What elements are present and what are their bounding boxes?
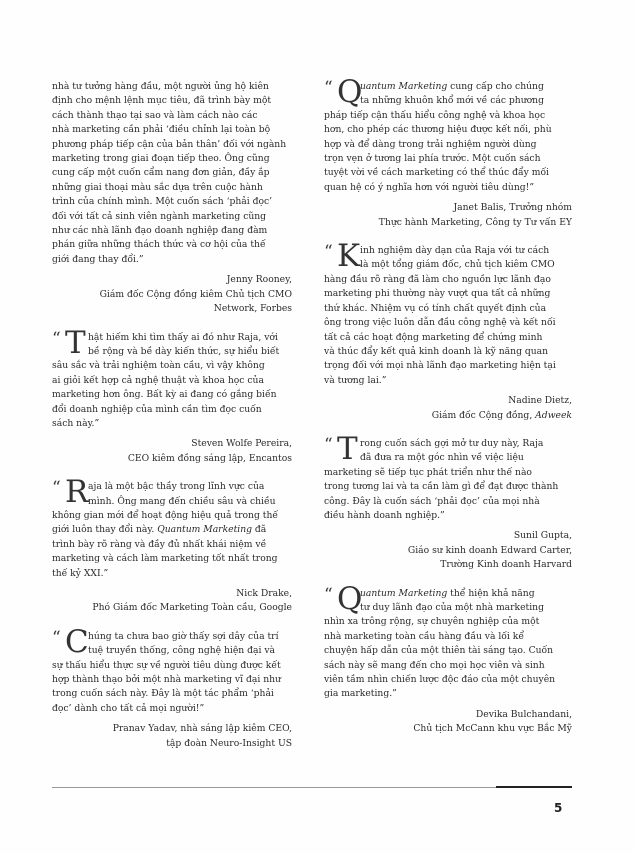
text-line: húng ta chưa bao giờ thấy sợi dây của trí (88, 630, 279, 642)
text-line: cung cấp một cuốn cẩm nang đơn giản, đầy ắp (52, 167, 270, 179)
drop-cap: K (337, 238, 361, 275)
text-line: những giai thoại màu sắc dựa trên cuộc hành (52, 181, 263, 193)
text-line: nhà marketing toàn cầu hàng đầu và lối kể (324, 630, 525, 642)
text-line: quan hệ có ý nghĩa hơn với người tiêu dùng!” (324, 181, 535, 193)
quote-mark: “ (324, 78, 333, 98)
text-line: như các nhà lãnh đạo doanh nghiệp đang đàm (52, 225, 268, 237)
attribution (324, 708, 572, 737)
text-line: sự thấu hiểu thực sự về người tiêu dùng được kết (52, 659, 281, 671)
attribution-name: Janet Balis, Trưởng nhóm (453, 202, 572, 214)
text-line: sách này.” (52, 417, 100, 429)
text-line: trình bày rõ ràng và đầy đủ nhất khái niệm về (52, 538, 267, 550)
text-line: mình. Ông mang đến chiều sâu và chiều (88, 495, 276, 507)
left-column (52, 80, 292, 765)
text-line (52, 523, 292, 537)
text-line: định cho mệnh lệnh mục tiêu, đã trình bày một (52, 95, 272, 107)
text-line: thế kỷ XXI.” (52, 567, 109, 579)
text-line: không gian mới để hoạt động hiệu quả trong thế (52, 509, 279, 521)
text-line: hơn, cho phép các thương hiệu được kết nối, phù (324, 124, 552, 136)
text-line: gia marketing.” (324, 688, 397, 700)
text-line: nhà tư tưởng hàng đầu, một người ủng hộ kiên (52, 81, 269, 92)
attribution-role: Phó Giám đốc Marketing Toàn cầu, Google (92, 602, 292, 614)
text-line: trình của chính mình. Một cuốn sách ‘phải đọc’ (52, 196, 273, 208)
attribution-name: Sunil Gupta, (513, 530, 572, 542)
text-line: ông trong việc luôn dẫn đầu công nghệ và kết nối (324, 317, 556, 329)
text-fragment: Giám đốc Cộng đồng, (431, 409, 536, 421)
quote-text (52, 328, 292, 432)
text-line: là một tổng giám đốc, chủ tịch kiêm CMO (360, 259, 555, 271)
drop-cap: T (65, 324, 86, 361)
text-line: đổi doanh nghiệp của mình cần tìm đọc cuốn (52, 403, 262, 415)
attribution-role: Trường Kinh doanh Harvard (440, 559, 572, 571)
attribution-name: Pranav Yadav, nhà sáng lập kiêm CEO, (112, 723, 292, 735)
attribution-role: Thực hành Marketing, Công ty Tư vấn EY (378, 216, 572, 228)
text-line: phương pháp tiếp cận của bản thân’ đối với ngành (52, 138, 287, 150)
book-title: uantum Marketing (360, 81, 448, 92)
book-title: uantum Marketing (360, 587, 448, 599)
text-line: công. Đây là cuốn sách ‘phải đọc’ của mọi nhà (324, 495, 540, 507)
text-line: ai giỏi kết hợp cả nghệ thuật và khoa học của (52, 374, 264, 386)
attribution-role: Giáo sư kinh doanh Edward Carter, (407, 544, 572, 556)
text-line: pháp tiếp cận thấu hiểu công nghệ và khoa học (324, 109, 546, 121)
text-line: viên tầm nhìn chiến lược độc đáo của một chuyên (324, 674, 556, 686)
attribution-role: Chủ tịch McCann khu vực Bắc Mỹ (413, 723, 572, 735)
text-line: đã đưa ra một góc nhìn về việc liệu (360, 452, 524, 464)
text-fragment: giới luôn thay đổi này. (52, 524, 158, 536)
attribution-role: tập đoàn Neuro-Insight US (166, 737, 292, 749)
text-line: điều hành doanh nghiệp.” (324, 509, 445, 521)
text-line: tư duy lãnh đạo của một nhà marketing (360, 602, 544, 613)
text-line: tất cả các hoạt động marketing để chứng minh (324, 331, 543, 343)
text-fragment: đã (252, 524, 267, 536)
text-line: marketing trong giai đoạn tiếp theo. Ông cũng (52, 153, 270, 165)
text-line: tuyệt vời về cách marketing có thể thúc đẩy mối (324, 167, 549, 179)
text-line: chuyện hấp dẫn của một thiên tài sáng tạo. Cuốn (324, 645, 554, 657)
attribution (324, 529, 572, 572)
attribution-name: Jenny Rooney, (226, 274, 292, 286)
attribution-name: Nick Drake, (236, 588, 292, 599)
testimonial-quote (324, 238, 572, 388)
text-line: inh nghiệm dày dạn của Raja với tư cách (360, 245, 550, 257)
text-line: marketing và cách làm marketing tốt nhất trong (52, 553, 278, 565)
text-line: giới đang thay đổi.” (52, 253, 144, 265)
text-line: và tương lai.” (324, 374, 387, 386)
attribution-role: Network, Forbes (213, 303, 292, 315)
text-line: hợp thành thạo bởi một nhà marketing vĩ đại như (52, 674, 281, 686)
text-line: marketing hơn ông. Bất kỳ ai đang có gắng biến (52, 389, 277, 401)
drop-cap: Q (337, 74, 363, 110)
right-column (324, 74, 572, 751)
attribution (52, 722, 292, 751)
attribution-role (324, 409, 572, 423)
text-line: rong cuốn sách gợi mở tư duy này, Raja (360, 437, 544, 449)
quote-text (324, 244, 572, 388)
text-line: trong tương lai và ta cần làm gì để đạt được thành (324, 481, 559, 493)
text-line: nhà marketing cần phải ‘điều chỉnh lại toàn bộ (52, 124, 271, 136)
drop-cap: T (337, 430, 358, 467)
text-line: aja là một bậc thầy trong lĩnh vực của (88, 481, 265, 493)
testimonial-quote (52, 324, 292, 432)
testimonial-quote (52, 623, 292, 716)
text-line: cách thành thạo tại sao và làm cách nào các (52, 109, 258, 121)
text-line: sâu sắc và trải nghiệm toàn cầu, vì vậy không (52, 360, 265, 372)
attribution (324, 394, 572, 423)
attribution (52, 273, 292, 316)
drop-cap: C (65, 623, 89, 660)
attribution (52, 587, 292, 616)
text-line: trong cuốn sách này. Đây là một tác phẩm ‘phải (52, 688, 274, 700)
quote-text (324, 434, 572, 523)
text-line: tuệ truyền thống, công nghệ hiện đại và (88, 645, 276, 657)
quote-mark: “ (324, 584, 333, 605)
book-title: Quantum Marketing (157, 524, 252, 536)
text-line: trọng đối với mọi nhà lãnh đạo marketing hiện tại (324, 360, 556, 372)
attribution-role: Giám đốc Cộng đồng kiêm Chủ tịch CMO (99, 288, 292, 300)
quote-mark: “ (52, 627, 61, 648)
testimonial-quote (324, 74, 572, 195)
text-line: đối với tất cả sinh viên ngành marketing cũng (52, 210, 267, 222)
text-line: phán giữa những thách thức và cơ hội của thế (52, 239, 266, 251)
intro-paragraph (52, 80, 292, 267)
page-number: 5 (554, 801, 563, 815)
text-fragment: thể hiện khả năng (447, 587, 535, 599)
attribution-role: CEO kiêm đồng sáng lập, Encantos (127, 452, 292, 464)
footer-rule-accent (496, 786, 572, 788)
text-line: sách này sẽ mang đến cho mọi học viên và sinh (324, 659, 545, 671)
text-fragment: cung cấp cho chúng (447, 81, 544, 92)
quote-mark: “ (52, 478, 61, 499)
attribution (324, 201, 572, 230)
testimonial-quote (324, 580, 572, 702)
text-line: trọn vẹn ở tương lai phía trước. Một cuốn sách (324, 153, 541, 165)
quote-mark: “ (324, 434, 333, 455)
quote-mark: “ (324, 242, 333, 263)
quote-mark: “ (52, 328, 61, 349)
text-line: thứ khác. Nhiệm vụ có tính chất quyết định của (324, 302, 547, 314)
publication-name: Adweek (535, 409, 572, 421)
footer-rule (52, 787, 572, 788)
text-line: hật hiếm khi tìm thấy ai đó như Raja, với (88, 331, 278, 343)
attribution-name: Steven Wolfe Pereira, (191, 438, 292, 450)
text-line: ta những khuôn khổ mới về các phương (360, 95, 544, 107)
text-line: đọc’ dành cho tất cả mọi người!” (52, 702, 205, 714)
text-line: bề rộng và bề dày kiến thức, sự hiểu biết (88, 345, 280, 357)
text-line: hợp và để dàng trong trải nghiệm người dùng (324, 138, 537, 150)
text-line: và thúc đẩy kết quả kinh doanh là kỹ năng quan (324, 345, 549, 357)
text-line: nhìn xa trông rộng, sự chuyên nghiệp của một (324, 616, 540, 628)
testimonial-quote (52, 474, 292, 581)
text-line: marketing phi thường này vượt qua tất cả những (324, 288, 551, 300)
testimonial-quote (324, 430, 572, 523)
attribution-name: Devika Bulchandani, (475, 708, 572, 720)
attribution-name: Nadine Dietz, (508, 395, 572, 407)
drop-cap: Q (337, 580, 363, 617)
text-line: hàng đầu rõ ràng đã làm cho nguồn lực lãnh đạo (324, 273, 551, 285)
text-line: marketing sẽ tiếp tục phát triển như thế nào (324, 466, 532, 478)
drop-cap: R (65, 474, 89, 511)
attribution (52, 437, 292, 466)
